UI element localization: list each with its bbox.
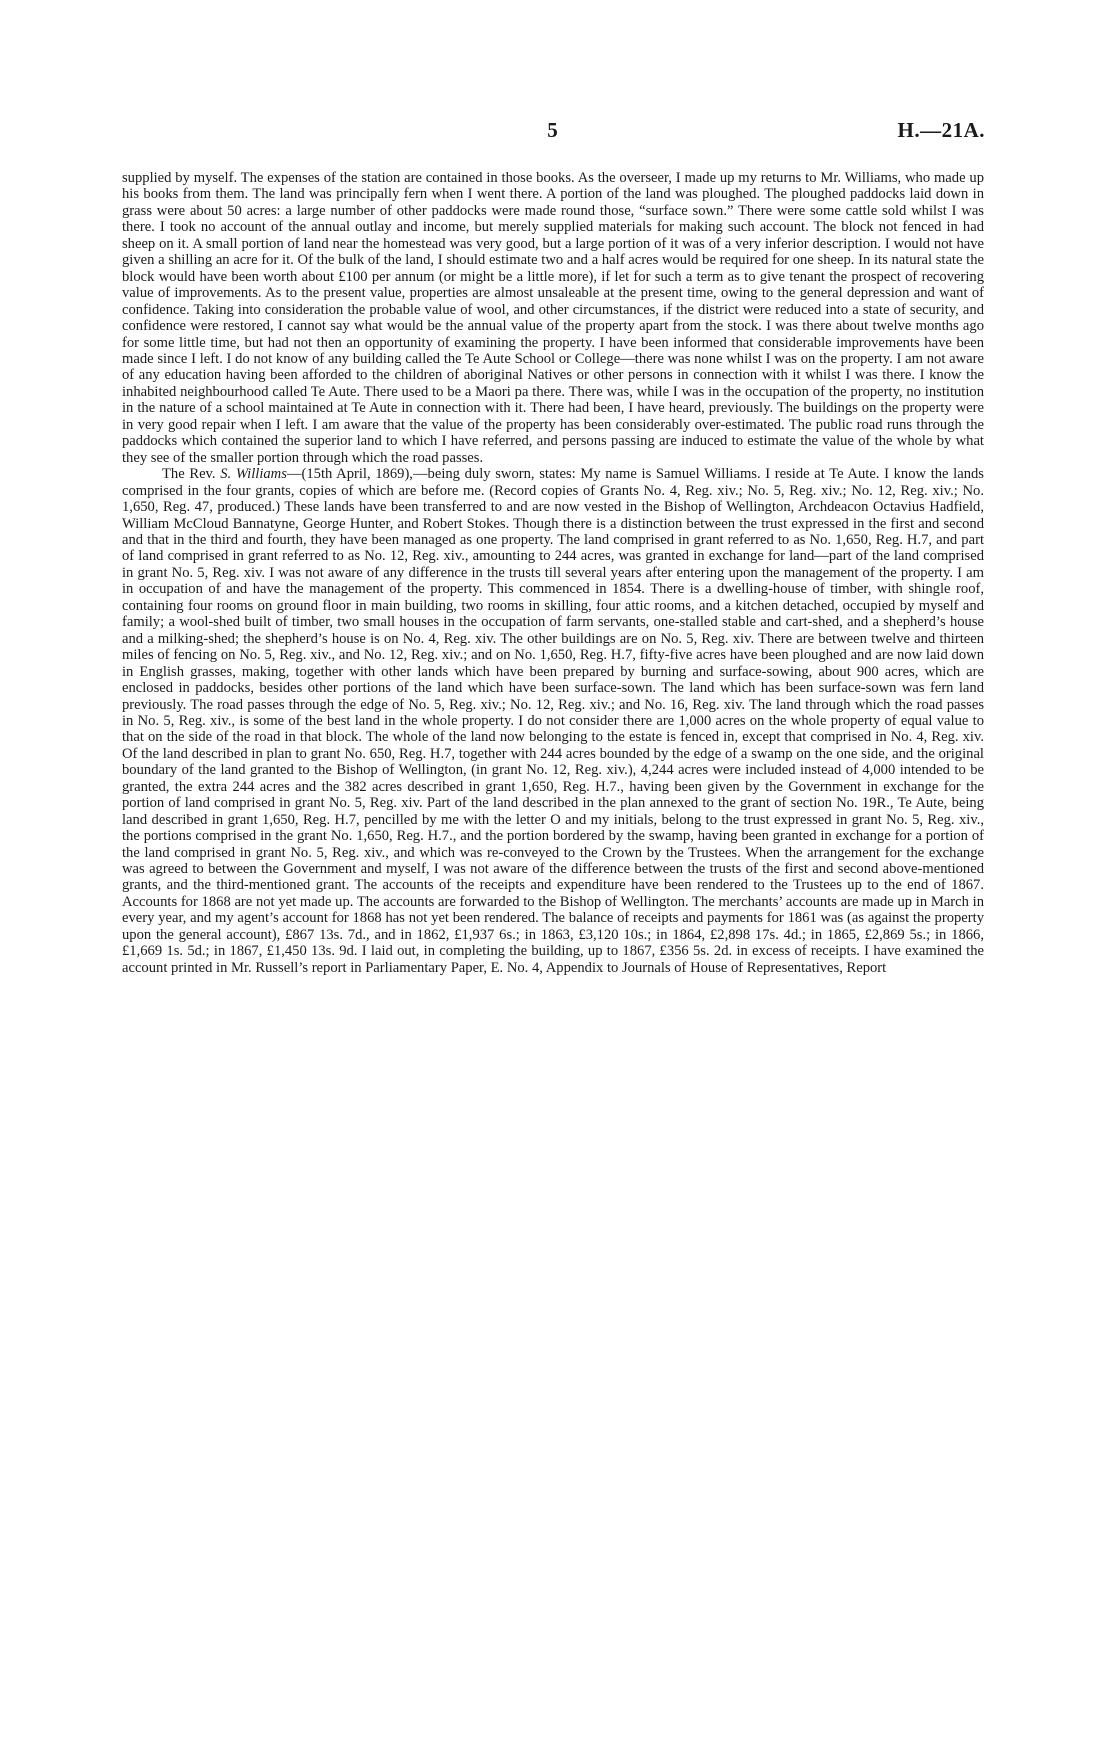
paragraph-lead: The Rev. (162, 466, 221, 483)
paragraph-overseer-testimony: supplied by myself. The expenses of the station are contained in those books. As the overseer, I made up my returns to Mr. Williams, who made up his books from them. The land was principally fern when I went there. A portion of the land was ploughed. The ploughed paddocks laid down in grass were about 50 acres: a large number of other paddocks were made round those, “surface sown.” There were some cattle sold whilst I was there. I took no account of the annual outlay and income, but merely supplied materials for making such account. The block not fenced in had sheep on it. A small portion of land near the homestead was very good, but a large portion of it was of a very inferior description. I would not have given a shilling an acre for it. Of the bulk of the land, I should estimate two and a half acres would be required for one sheep. In its natural state the block would have been worth about £100 per annum (or might be a little more), if let for such a term as to give tenant the prospect of recovering value of improvements. As to the present value, properties are almost unsaleable at the present time, owing to the general depression and want of confidence. Taking into consideration the probable value of wool, and other circumstances, if the district were reduced into a state of security, and confidence were restored, I cannot say what would be the annual value of the property apart from the stock. I was there about twelve months ago for some little time, but had not then an opportunity of examining the property. I have been informed that considerable improvements have been made since I left. I do not know of any building called the Te Aute School or College—there was none whilst I was on the property. I am not aware of any education having been afforded to the children of aboriginal Natives or other persons in connection with it whilst I was there. I know the inhabited neighbourhood called Te Aute. There used to be a Maori pa there. There was, while I was in the occupation of the property, no institution in the nature of a school maintained at Te Aute in connection with it. There had been, I have heard, previously. The buildings on the property were in very good repair when I left. I am aware that the value of the property has been considerably over-estimated. The public road runs through the paddocks which contained the superior land to which I have referred, and persons passing are induced to estimate the value of the whole by what they see of the smaller portion through which the road passes. (122, 170, 984, 466)
page-number: 5 (547, 118, 558, 142)
page-header (120, 118, 985, 148)
document-reference: H.—21A. (897, 118, 985, 142)
paragraph-williams-testimony (122, 466, 984, 976)
witness-name: S. Williams (220, 466, 287, 483)
paragraph-body: —(15th April, 1869),—being duly sworn, states: My name is Samuel Williams. I reside at Te Aute. I know the lands comprised in the four grants, copies of which are before me. (Record copies of Grants No. 4, Reg. xiv.; No. 5, Reg. xiv.; No. 12, Reg. xiv.; No. 1,650, Reg. 47, produced.) These lands have been transferred to and are now vested in the Bishop of Wellington, Archdeacon Octavius Hadfield, William McCloud Bannatyne, George Hunter, and Robert Stokes. Though there is a distinction between the trust expressed in the first and second and that in the third and fourth, they have been managed as one property. The land comprised in grant referred to as No. 1,650, Reg. H.7, and part of land comprised in grant referred to as No. 12, Reg. xiv., amounting to 244 acres, was granted in exchange for land—part of the land comprised in grant No. 5, Reg. xiv. I was not aware of any difference in the trusts till several years after entering upon the management of the property. I am in occupation of and have the management of the property. This commenced in 1854. There is a dwelling-house of timber, with shingle roof, containing four rooms on ground floor in main building, two rooms in skilling, four attic rooms, and a kitchen detached, occupied by myself and family; a wool-shed built of timber, two small houses in the occupation of farm servants, one-stalled stable and cart-shed, and a shepherd’s house and a milking-shed; the shepherd’s house is on No. 4, Reg. xiv. The other buildings are on No. 5, Reg. xiv. There are between twelve and thirteen miles of fencing on No. 5, Reg. xiv., and No. 12, Reg. xiv.; and on No. 1,650, Reg. H.7, fifty-five acres have been ploughed and are now laid down in English grasses, making, together with other lands which have been prepared by burning and surface-sowing, about 900 acres, which are enclosed in paddocks, besides other portions of the land which have been surface-sown. The land which has been surface-sown was fern land previously. The road passes through the edge of No. 5, Reg. xiv.; No. 12, Reg. xiv.; and No. 16, Reg. xiv. The land through which the road passes in No. 5, Reg. xiv., is some of the best land in the whole property. I do not consider there are 1,000 acres on the whole property of equal value to that on the side of the road in that block. The whole of the land now belonging to the estate is fenced in, except that comprised in No. 4, Reg. xiv. Of the land described in plan to grant No. 650, Reg. H.7, together with 244 acres bounded by the edge of a swamp on the one side, and the original boundary of the land granted to the Bishop of Wellington, (in grant No. 12, Reg. xiv.), 4,244 acres were included instead of 4,000 intended to be granted, the extra 244 acres and the 382 acres described in grant 1,650, Reg. H.7., having been given by the Government in exchange for the portion of land comprised in grant No. 5, Reg. xiv. Part of the land described in the plan annexed to the grant of section No. 19R., Te Aute, being land described in grant 1,650, Reg. H.7, pencilled by me with the letter O and my initials, belong to the trust expressed in grant No. 5, Reg. xiv., the portions comprised in the grant No. 1,650, Reg. H.7., and the portion bordered by the swamp, having been granted in exchange for a portion of the land comprised in grant No. 5, Reg. xiv., and which was re-conveyed to the Crown by the Trustees. When the arrangement for the exchange was agreed to between the Government and myself, I was not aware of the difference between the trusts of the first and second above-mentioned grants, and the third-mentioned grant. The accounts of the receipts and expenditure have been rendered to the Trustees up to the end of 1867. Accounts for 1868 are not yet made up. The accounts are forwarded to the Bishop of Wellington. The merchants’ accounts are made up in March in every year, and my agent’s account for 1868 has not yet been rendered. The balance of receipts and payments for 1861 was (as against the property upon the general account), £867 13s. 7d., and in 1862, £1,937 6s.; in 1863, £3,120 10s.; in 1864, £2,898 17s. 4d.; in 1865, £2,869 5s.; in 1866, £1,669 1s. 5d.; in 1867, £1,450 13s. 9d. I laid out, in completing the building, up to 1867, £356 5s. 2d. in excess of receipts. I have examined the account printed in Mr. Russell’s report in Parliamentary Paper, E. No. 4, Appendix to Journals of House of Representatives, Report (122, 466, 984, 976)
body-text (122, 170, 984, 976)
